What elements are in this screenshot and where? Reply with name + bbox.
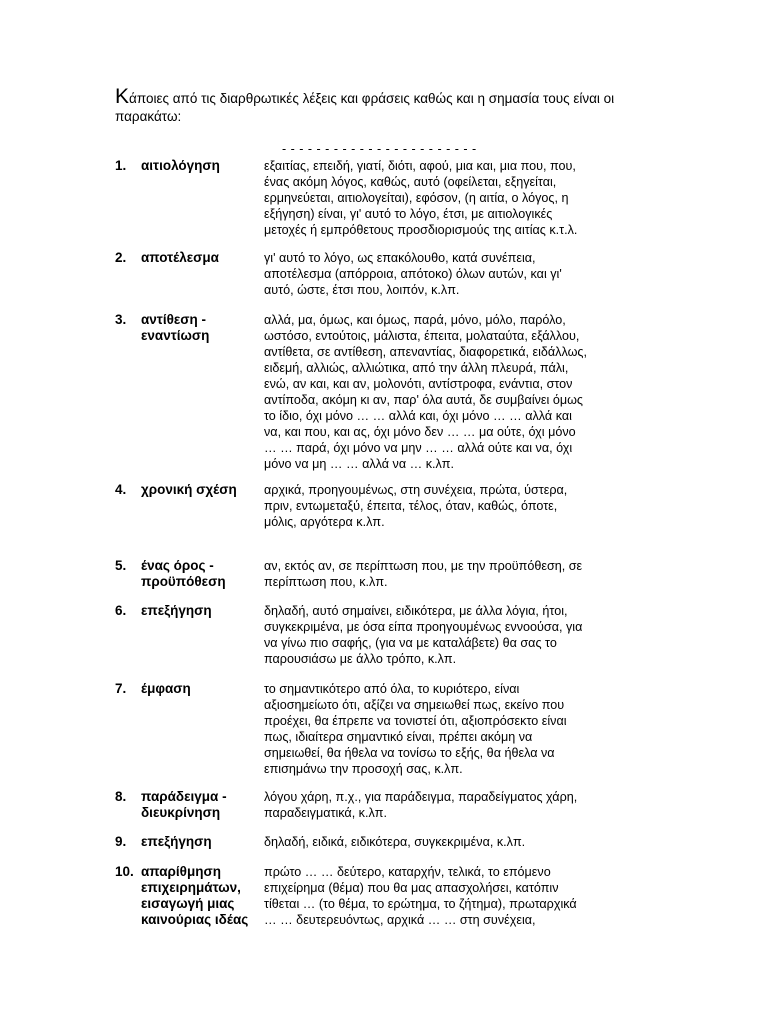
- entry-term: αντίθεση - εναντίωση: [141, 312, 210, 343]
- entry-term: επεξήγηση: [141, 603, 212, 618]
- entry-description: λόγου χάρη, π.χ., για παράδειγμα, παραδείγματος χάρη, παραδειγματικά, κ.λπ.: [264, 790, 578, 820]
- entry-term: παράδειγμα - διευκρίνηση: [141, 789, 227, 820]
- entry-description: αρχικά, προηγουμένως, στη συνέχεια, πρώτα, ύστερα, πριν, εντωμεταξύ, έπειτα, τέλος, όταν, καθώς, όποτε, μόλις, αργότερα κ.λπ.: [264, 483, 568, 529]
- entry-number: 5.: [115, 558, 127, 573]
- entry-term: έμφαση: [141, 681, 191, 696]
- entry-number: 4.: [115, 482, 127, 497]
- intro-paragraph: [115, 85, 675, 126]
- entry-number: 6.: [115, 603, 127, 618]
- entry-number: 3.: [115, 312, 127, 327]
- entry-term: επεξήγηση: [141, 834, 212, 849]
- entry-number: 1.: [115, 158, 127, 173]
- intro-text: άποιες από τις διαρθρωτικές λέξεις και φράσεις καθώς και η σημασία τους είναι οι παρακάτω:: [115, 91, 615, 124]
- entry-number: 2.: [115, 250, 127, 265]
- entry-number: 9.: [115, 834, 127, 849]
- entry-term: αποτέλεσμα: [141, 250, 219, 265]
- entry-description: δηλαδή, ειδικά, ειδικότερα, συγκεκριμένα, κ.λπ.: [264, 835, 526, 849]
- entry-term: αιτιολόγηση: [141, 158, 220, 173]
- entry-description: το σημαντικότερο από όλα, το κυριότερο, είναι αξιοσημείωτο ότι, αξίζει να σημειωθεί πως, εκείνο που προέχει, θα έπρεπε να τονιστεί ότι, αξιοπρόσεκτο είναι πως, ιδιαίτερα σημαντικό είναι, πρέπει ακόμη να σημειωθεί, θα ήθελα να τονίσω το εξής, θα ήθελα να επισημάνω την προσοχή σας, κ.λπ.: [264, 682, 567, 776]
- dashed-divider: - - - - - - - - - - - - - - - - - - - - - - -: [282, 142, 477, 156]
- entry-description: αλλά, μα, όμως, και όμως, παρά, μόνο, μόλο, παρόλο, ωστόσο, εντούτοις, μάλιστα, έπειτα, μολαταύτα, εξάλλου, αντίθετα, σε αντίθεση, απεναντίας, διαφορετικά, ειδάλλως, ειδεμή, αλλιώς, αλλιώτικα, από την άλλη πλευρά, πάλι, ενώ, αν και, και αν, μολονότι, αντίστροφα, ενάντια, στον αντίποδα, ακόμη κι αν, παρ' όλα αυτά, δε συμβαίνει όμως το ίδιο, όχι μόνο … … αλλά και, όχι μόνο … … αλλά και να, και που, και ας, όχι μόνο δεν … … μα ούτε, όχι μόνο … … παρά, όχι μόνο να μην … … αλλά ούτε και να, όχι μόνο να μη … … αλλά να … κ.λπ.: [264, 313, 587, 471]
- entry-term: ένας όρος - προϋπόθεση: [141, 558, 226, 589]
- entry-description: γι' αυτό το λόγο, ως επακόλουθο, κατά συνέπεια, αποτέλεσμα (απόρροια, απότοκο) όλων αυτών, και γι' αυτό, ώστε, έτσι που, λοιπόν, κ.λπ.: [264, 251, 562, 297]
- entry-number: 7.: [115, 681, 127, 696]
- intro-dropcap: Κ: [115, 85, 130, 108]
- entry-description: δηλαδή, αυτό σημαίνει, ειδικότερα, με άλλα λόγια, ήτοι, συγκεκριμένα, με όσα είπα προηγουμένως εννοούσα, για να γίνω πιο σαφής, (για να με καταλάβετε) θα σας το παρουσιάσω με άλλο τρόπο, κ.λπ.: [264, 604, 583, 666]
- entry-term: χρονική σχέση: [141, 482, 237, 497]
- entry-number: 8.: [115, 789, 127, 804]
- entry-term: απαρίθμηση επιχειρημάτων, εισαγωγή μιας καινούριας ιδέας: [141, 864, 249, 927]
- entry-description: εξαιτίας, επειδή, γιατί, διότι, αφού, μια και, μια που, που, ένας ακόμη λόγος, καθώς, αυτό (οφείλεται, εξηγείται, ερμηνεύεται, αιτιολογείται), εφόσον, (η αιτία, ο λόγος, η εξήγηση) είναι, γι' αυτό το λόγο, έτσι, με αιτιολογικές μετοχές ή εμπρόθετους προσδιορισμούς της αιτίας κ.τ.λ.: [264, 159, 578, 237]
- entry-description: πρώτο … … δεύτερο, καταρχήν, τελικά, το επόμενο επιχείρημα (θέμα) που θα μας απασχολήσει, κατόπιν τίθεται … (το θέμα, το ερώτημα, το ζήτημα), πρωταρχικά … … δευτερευόντως, αρχικά … … στη συνέχεια,: [264, 865, 577, 927]
- entry-number: 10.: [115, 864, 134, 879]
- entry-description: αν, εκτός αν, σε περίπτωση που, με την προϋπόθεση, σε περίπτωση που, κ.λπ.: [264, 559, 583, 589]
